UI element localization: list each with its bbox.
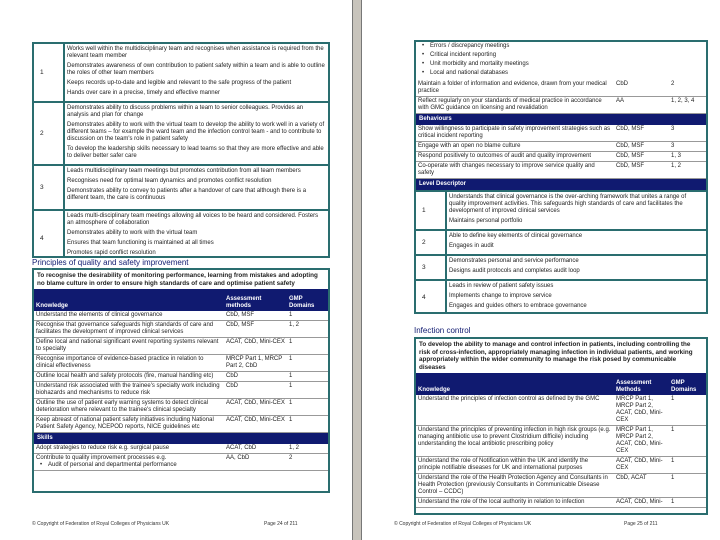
level-descriptor: Promotes rapid conflict resolution <box>67 250 156 256</box>
gmp-domains: 1 <box>287 372 328 382</box>
competency-cell <box>416 97 614 114</box>
gmp-domains: 1 <box>287 399 328 416</box>
competency-text: Define local and national significant event reporting systems relevant to specialty <box>36 339 219 352</box>
gmp-domains: 1, 2 <box>287 321 328 338</box>
competency-text: Understand the elements of clinical governance <box>36 312 163 318</box>
gmp-domains: 1 <box>287 355 328 372</box>
competency-text: Reflect regularly on your standards of medical practice in accordance with GMC guidance on licensing and revalidation <box>418 98 602 111</box>
table-row <box>416 498 706 508</box>
assessment-methods: CbD, MSF <box>614 125 669 142</box>
level-descriptions <box>446 230 706 255</box>
table-row <box>416 474 706 498</box>
level-number: 2 <box>34 102 64 165</box>
competency-cell <box>34 382 224 399</box>
competency-text: Understand the role of the Health Protection Agency and Consultants in Health Protection (previously Consultants in Communicable Disease Control – CCDC) <box>418 475 608 495</box>
competency-cell <box>416 162 614 179</box>
level-descriptor: Hands over care in a precise, timely and effective manner <box>67 90 220 96</box>
assessment-methods: CbD, ACAT <box>614 474 669 498</box>
section-objective <box>416 339 706 373</box>
table-row <box>416 97 706 114</box>
competency-text: Recognise importance of evidence-based practice in relation to clinical effectiveness <box>36 356 204 369</box>
competency-text: Co-operate with changes necessary to improve service quality and safety <box>418 163 595 176</box>
level-descriptions <box>446 255 706 280</box>
competency-text: Show willingness to participate in safety improvement strategies such as critical incident reporting <box>418 126 611 139</box>
competency-text: Maintain a folder of information and evidence, drawn from your medical practice <box>418 81 607 94</box>
level-descriptor: Recognises need for optimal team dynamics and promotes conflict resolution <box>67 178 272 184</box>
table-row <box>416 457 706 474</box>
assessment-methods: ACAT, CbD, Mini-CEX <box>224 399 287 416</box>
competency-cell <box>416 474 614 498</box>
competency-cell <box>416 457 614 474</box>
gmp-domains: 2 <box>669 80 706 97</box>
infection-control-table <box>414 337 708 515</box>
level-number: 2 <box>416 230 446 255</box>
gmp-domains: 1, 2 <box>669 162 706 179</box>
assessment-methods: CbD, MSF <box>224 321 287 338</box>
page-divider <box>352 0 362 540</box>
level-descriptor: Designs audit protocols and completes audit loop <box>449 268 580 274</box>
table-row <box>34 382 328 399</box>
assessment-methods: CbD <box>224 382 287 399</box>
competency-text: Adopt strategies to reduce risk e.g. surgical pause <box>36 445 170 451</box>
level-descriptor-table <box>32 42 330 258</box>
table-row <box>34 454 328 471</box>
behaviours-band-label: Behaviours <box>416 114 706 126</box>
competency-text: Understand the role of Notification within the UK and identify the principle notifiable diseases for UK and international purposes <box>418 458 589 471</box>
competency-text: Understand the role of the local authority in relation to infection <box>418 499 585 505</box>
footer-copyright: © Copyright of Federation of Royal Colleges of Physicians UK <box>394 521 532 527</box>
level-descriptor-band-label: Level Descriptor <box>416 179 706 191</box>
competency-text: Understand risk associated with the trainee's specialty work including biohazards and mechanisms to reduce risk <box>36 383 220 396</box>
level-row <box>416 230 706 255</box>
assessment-methods: ACAT, CbD <box>224 444 287 454</box>
assessment-methods: CbD, MSF <box>614 162 669 179</box>
competency-cell <box>34 454 224 471</box>
header-gmp: GMP Domains <box>287 289 328 311</box>
gmp-domains: 1 <box>669 457 706 474</box>
level-descriptor: Implements change to improve service <box>449 293 552 299</box>
level-descriptor: Leads in review of patient safety issues <box>449 283 554 289</box>
behaviours-band <box>416 114 706 126</box>
level-descriptions <box>64 210 328 258</box>
bullet-item: • Unit morbidity and mortality meetings <box>418 61 704 68</box>
level-descriptor: Demonstrates ability to convey to patients after a handover of care that although there is a different team, the care is continuous <box>67 188 307 201</box>
assessment-methods: MRCP Part 1, MRCP Part 2, ACAT, CbD, Mini-CEX <box>614 426 669 457</box>
level-descriptor: Works well within the multidisciplinary team and recognises when assistance is required from the relevant team member <box>67 46 324 59</box>
level-descriptor: To develop the leadership skills necessary to lead teams so that they are more effective and able to deliver better safer care <box>67 146 324 159</box>
competency-cell <box>416 426 614 457</box>
objective-text: To recognise the desirability of monitoring performance, learning from mistakes and adopting no blame culture in order to ensure high standards of care and optimise patient safety <box>37 272 318 287</box>
page-number: Page 24 of 211 <box>264 521 298 527</box>
header-knowledge: Knowledge <box>34 289 224 311</box>
competency-text: Outline the use of patient early warning systems to detect clinical deterioration where relevant to the trainee's clinical specialty <box>36 400 209 413</box>
assessment-methods: CbD, MSF <box>614 152 669 162</box>
level-descriptor: Demonstrates ability to work with the virtual team <box>67 230 198 236</box>
gmp-domains: 1 <box>669 498 706 508</box>
level-number: 4 <box>34 210 64 258</box>
table-header <box>416 373 706 395</box>
gmp-domains: 1, 3 <box>669 152 706 162</box>
competency-text: Keep abreast of national patient safety initiatives including National Patient Safety Agency, NCEPOD reports, NICE guidelines etc <box>36 417 214 430</box>
competency-cell <box>34 416 224 433</box>
level-descriptor: Maintains personal portfolio <box>449 218 523 224</box>
table-row <box>416 152 706 162</box>
competency-text: Respond positively to outcomes of audit and quality improvement <box>418 153 592 159</box>
bullet-row <box>416 42 706 80</box>
header-assessment: Assessment methods <box>224 289 287 311</box>
competency-cell <box>34 444 224 454</box>
level-descriptor: Ensures that team functioning is maintained at all times <box>67 240 214 246</box>
header-assessment: Assessment Methods <box>614 373 669 395</box>
level-descriptor-table <box>416 190 706 314</box>
assessment-methods: ACAT, CbD, Mini-CEX <box>614 457 669 474</box>
header-knowledge: Knowledge <box>416 373 614 395</box>
table-row <box>34 399 328 416</box>
level-row <box>416 280 706 314</box>
level-number: 1 <box>34 44 64 102</box>
competency-cell <box>34 321 224 338</box>
assessment-methods: CbD <box>224 372 287 382</box>
competency-cell <box>416 395 614 426</box>
bullet-item: • Audit of personal and departmental performance <box>36 462 222 469</box>
section-title: Principles of quality and safety improvement <box>32 258 189 267</box>
competency-text: Contribute to quality improvement processes e.g. <box>36 455 167 461</box>
assessment-methods: CbD <box>614 80 669 97</box>
level-descriptor: Demonstrates ability to discuss problems within a team to senior colleagues. Provides an analysis and plan for change <box>67 105 304 118</box>
competency-cell <box>416 80 614 97</box>
level-number: 3 <box>34 165 64 210</box>
level-descriptor: Understands that clinical governance is the over-arching framework that unites a range of quality improvement activities. This safeguards high standards of care and facilitates the development of improved clinical services <box>449 194 687 214</box>
level-descriptor: Leads multi-disciplinary team meetings allowing all voices to be heard and considered. Fosters an atmosphere of collaboration <box>67 213 319 226</box>
table-row <box>34 416 328 433</box>
skills-band-label: Skills <box>34 433 328 445</box>
assessment-methods: CbD, MSF <box>614 142 669 152</box>
assessment-methods: MRCP Part 1, MRCP Part 2, ACAT, CbD, Mini-CEX <box>614 395 669 426</box>
gmp-domains: 1 <box>287 416 328 433</box>
competency-cell <box>34 399 224 416</box>
table-row <box>34 355 328 372</box>
assessment-methods: ACAT, CbD, Mini- <box>614 498 669 508</box>
level-descriptions <box>446 280 706 314</box>
competency-text: Engage with an open no blame culture <box>418 143 521 149</box>
level-descriptions <box>64 165 328 210</box>
level-row <box>416 255 706 280</box>
level-descriptor-band <box>416 179 706 191</box>
level-table-cell <box>416 190 706 314</box>
gmp-domains: 1, 2 <box>287 444 328 454</box>
table-row <box>416 80 706 97</box>
level-descriptions <box>64 44 328 102</box>
bullet-list <box>418 43 704 77</box>
competency-text: Understand the principles of preventing infection in high risk groups (e.g. managing antibiotic use to prevent Clostridium difficile) including understanding the local antibiotic prescribing policy <box>418 427 611 447</box>
bullet-item: • Errors / discrepancy meetings <box>418 43 704 50</box>
gmp-domains: 1 <box>287 382 328 399</box>
competency-text: Outline local health and safety protocols (fire, manual handling etc) <box>36 373 214 379</box>
level-descriptor: Leads multidisciplinary team meetings but promotes contribution from all team members <box>67 168 301 174</box>
level-descriptor: Engages in audit <box>449 243 494 249</box>
competency-cell <box>416 142 614 152</box>
table-row <box>34 338 328 355</box>
level-row <box>34 210 328 258</box>
competency-cell <box>34 338 224 355</box>
level-row <box>34 165 328 210</box>
competency-cell <box>416 125 614 142</box>
competency-text: Recognise that governance safeguards high standards of care and facilitates the development of improved clinical services <box>36 322 214 335</box>
level-number: 1 <box>416 191 446 230</box>
section-objective <box>34 270 328 289</box>
assessment-methods: MRCP Part 1, MRCP Part 2, CbD <box>224 355 287 372</box>
level-descriptor: Engages and guides others to embrace governance <box>449 303 587 309</box>
page-number: Page 25 of 211 <box>624 521 658 527</box>
table-row <box>416 162 706 179</box>
objective-text: To develop the ability to manage and control infection in patients, including controlling the risk of cross-infection, appropriately managing infection in individual patients, and working appropriately within the wider community to manage the risk posed by communicable diseases <box>419 341 693 371</box>
assessment-methods: ACAT, CbD, Mini-CEX <box>224 338 287 355</box>
level-descriptions <box>64 102 328 165</box>
level-row <box>34 44 328 102</box>
level-descriptor: Able to define key elements of clinical governance <box>449 233 583 239</box>
competency-cell <box>34 311 224 321</box>
table-row <box>416 142 706 152</box>
footer-copyright: © Copyright of Federation of Royal Colleges of Physicians UK <box>32 521 170 527</box>
bullet-cell <box>416 42 706 80</box>
document-page-25 <box>362 0 720 540</box>
table-row <box>416 125 706 142</box>
level-row <box>416 191 706 230</box>
level-row <box>34 102 328 165</box>
assessment-methods: AA, CbD <box>224 454 287 471</box>
table-row <box>34 311 328 321</box>
competency-cell <box>416 498 614 508</box>
competency-table-continued <box>414 40 708 314</box>
level-descriptor: Demonstrates personal and service performance <box>449 258 579 264</box>
level-descriptions <box>446 191 706 230</box>
table-header <box>34 289 328 311</box>
table-row <box>34 444 328 454</box>
table-row <box>416 426 706 457</box>
document-page-24 <box>0 0 352 540</box>
gmp-domains: 3 <box>669 125 706 142</box>
level-number: 4 <box>416 280 446 314</box>
header-gmp: GMP Domains <box>669 373 706 395</box>
competency-cell <box>34 355 224 372</box>
level-descriptor: Keeps records up-to-date and legible and relevant to the safe progress of the patient <box>67 80 292 86</box>
competency-cell <box>34 372 224 382</box>
table-row <box>34 372 328 382</box>
bullet-item: • Critical incident reporting <box>418 52 704 59</box>
assessment-methods: CbD, MSF <box>224 311 287 321</box>
assessment-methods: AA <box>614 97 669 114</box>
assessment-methods: ACAT, CbD, Mini-CEX <box>224 416 287 433</box>
gmp-domains: 1 <box>287 338 328 355</box>
competency-table <box>32 268 330 493</box>
level-descriptor: Demonstrates ability to work with the virtual team to develop the ability to work well in a variety of different teams – for example the ward team and the infection control team - and to contribute to discussion on the team's role in patient safety <box>67 122 325 142</box>
table-row <box>34 321 328 338</box>
level-number: 3 <box>416 255 446 280</box>
gmp-domains: 1 <box>669 426 706 457</box>
skills-band <box>34 433 328 445</box>
competency-cell <box>416 152 614 162</box>
gmp-domains: 1 <box>287 311 328 321</box>
gmp-domains: 1 <box>669 395 706 426</box>
gmp-domains: 1 <box>669 474 706 498</box>
level-table-row <box>416 190 706 314</box>
competency-text: Understand the principles of infection control as defined by the GMC <box>418 396 600 402</box>
table-row <box>416 395 706 426</box>
bullet-item: • Local and national databases <box>418 70 704 77</box>
level-descriptor: Demonstrates awareness of own contribution to patient safety within a team and is able to outline the roles of other team members <box>67 63 325 76</box>
gmp-domains: 3 <box>669 142 706 152</box>
bullet-list <box>36 462 222 469</box>
gmp-domains: 2 <box>287 454 328 471</box>
section-title: Infection control <box>414 326 471 335</box>
gmp-domains: 1, 2, 3, 4 <box>669 97 706 114</box>
